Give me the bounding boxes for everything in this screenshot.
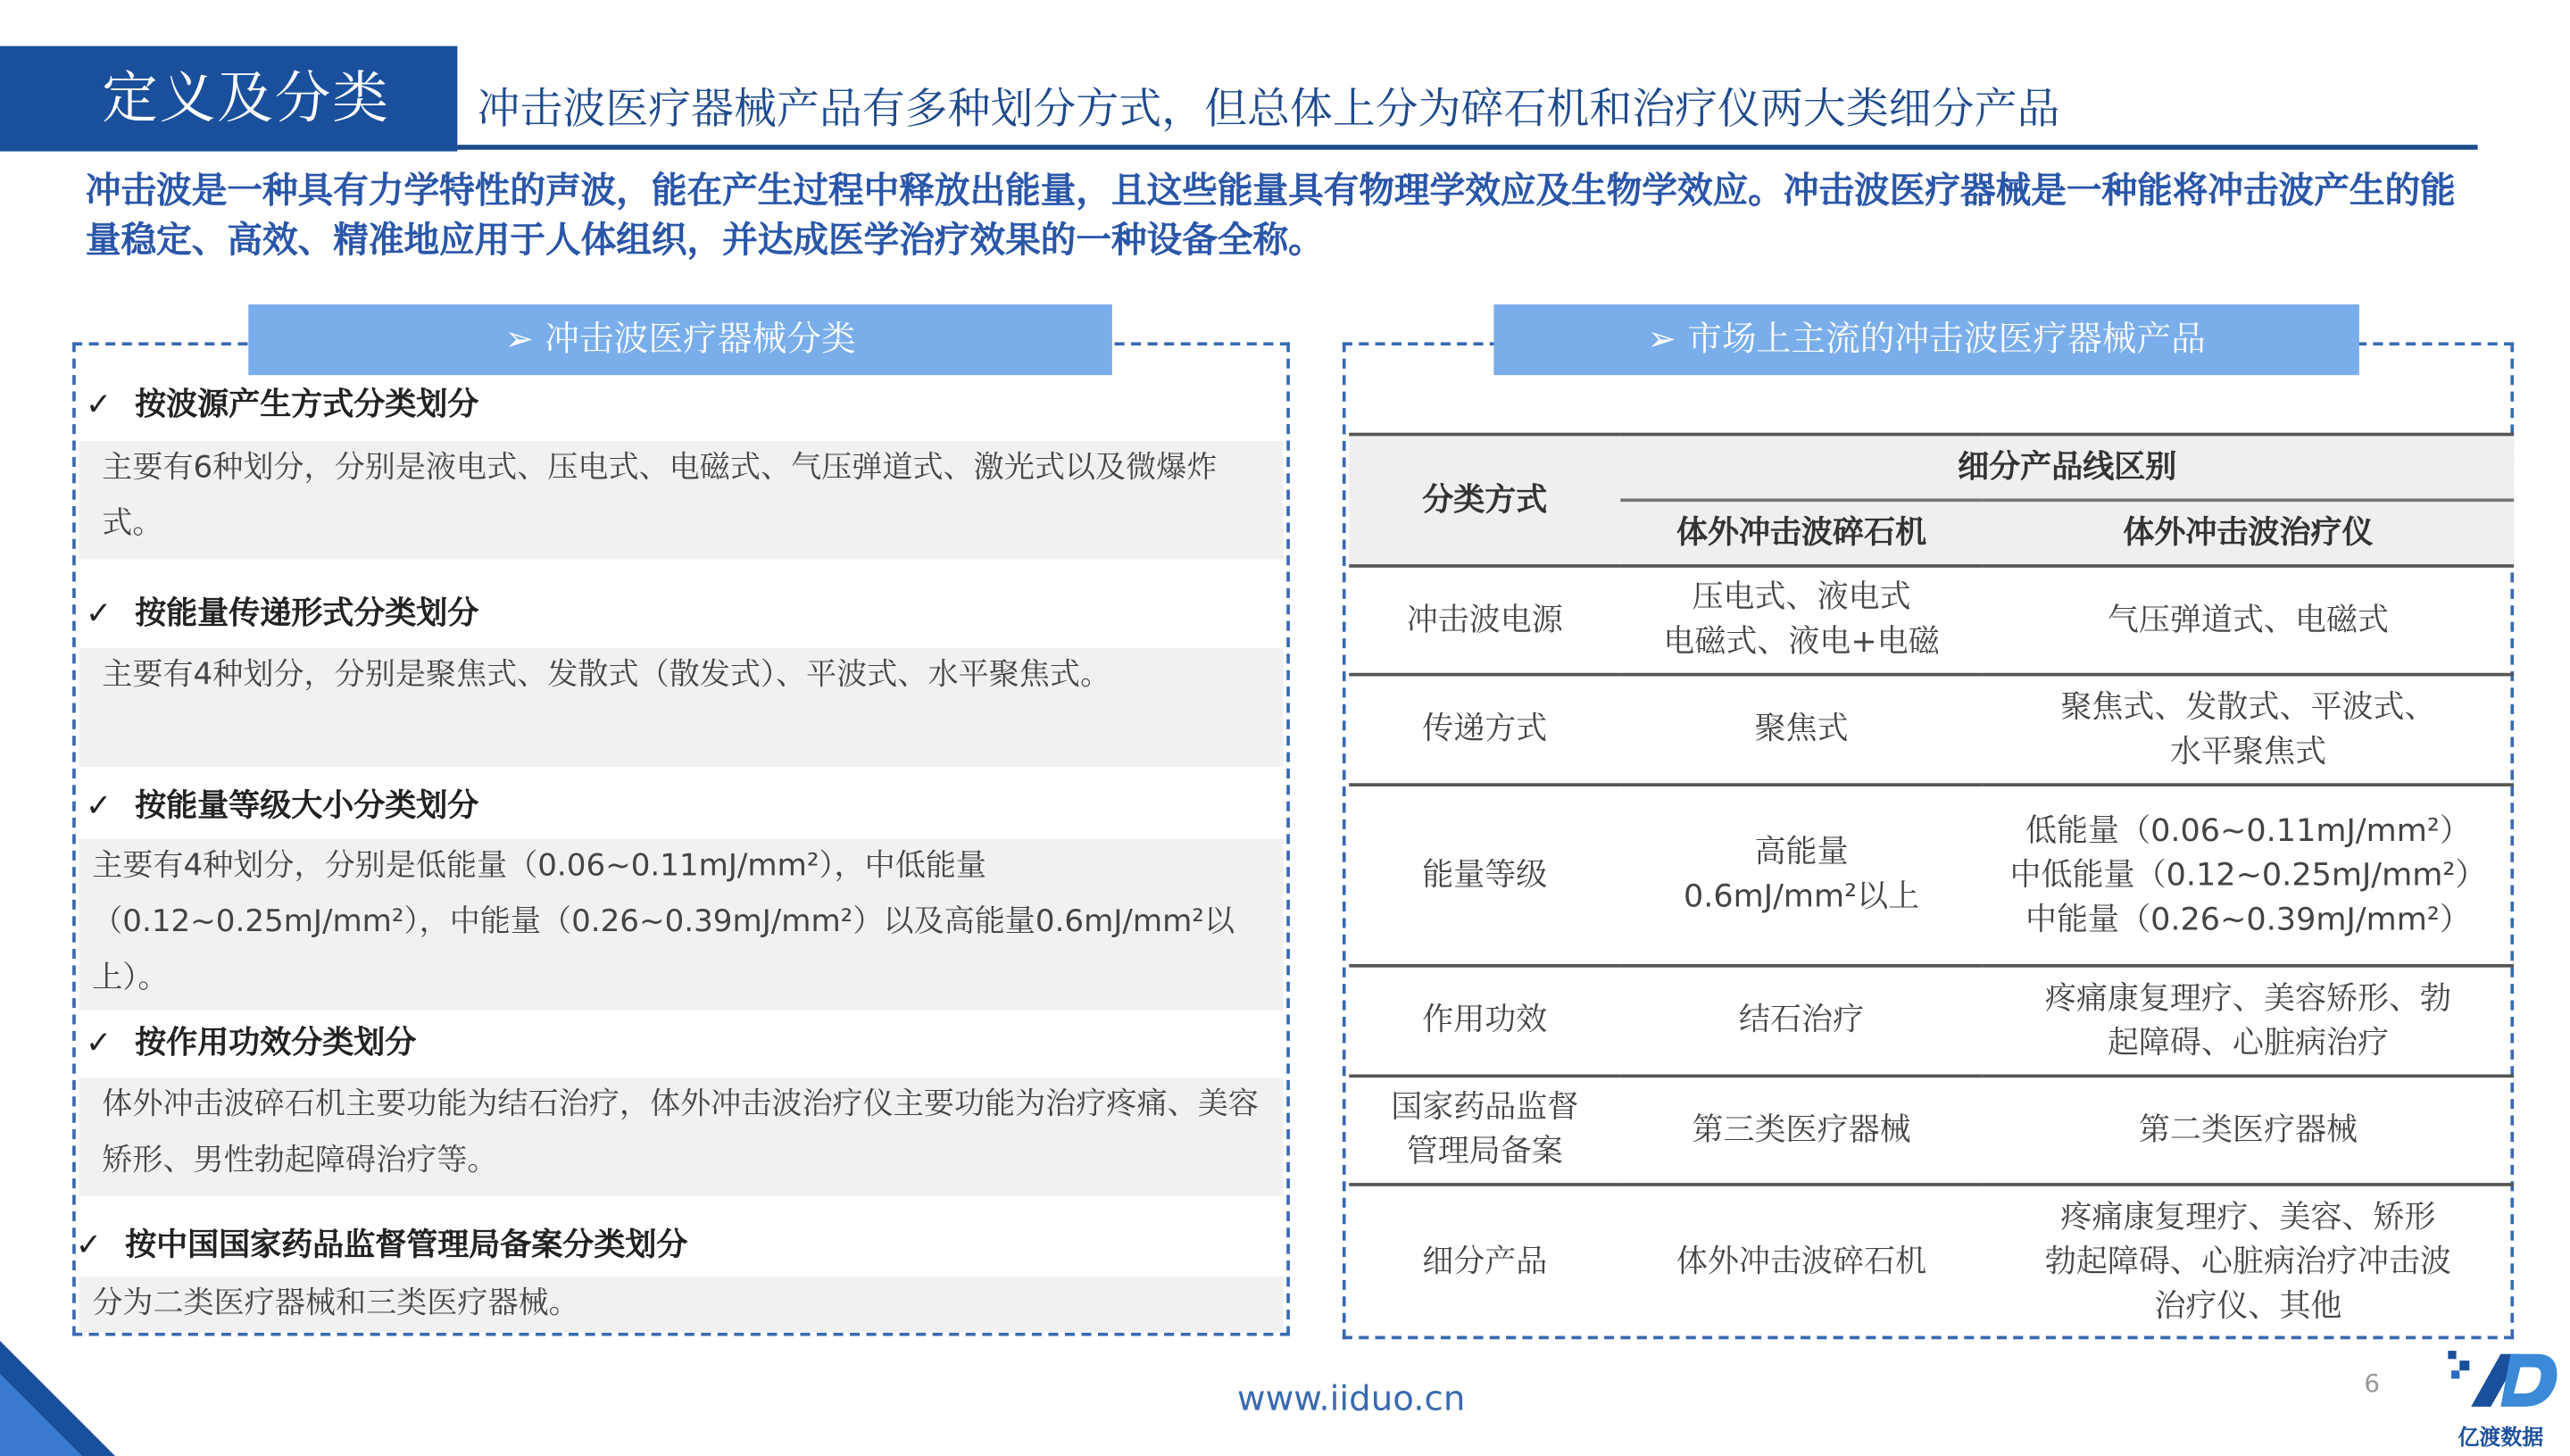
corner-decoration [0,1341,148,1456]
table-cell: 高能量 0.6mJ/mm²以上 [1620,785,1982,966]
table-row [1349,566,2514,675]
page-number: 6 [2364,1369,2380,1399]
section-body: 分为二类医疗器械和三类医疗器械。 [79,1277,1283,1333]
check-icon: ✓ [85,787,112,825]
table-cell: 第三类医疗器械 [1620,1076,1982,1185]
section-heading: ✓ 按中国国家药品监督管理局备案分类划分 [75,1227,688,1264]
table-row [1349,1185,2514,1339]
table-cell: 气压弹道式、电磁式 [1983,566,2514,675]
page-subtitle: 冲击波医疗器械产品有多种划分方式，但总体上分为碎石机和治疗仪两大类细分产品 [477,85,2060,136]
classification-panel-heading: ➢ 冲击波医疗器械分类 [248,304,1112,375]
table-cell: 压电式、液电式 电磁式、液电+电磁 [1620,566,1982,675]
section-heading: ✓ 按波源产生方式分类划分 [85,387,479,423]
row-label: 细分产品 [1349,1185,1620,1339]
section-title: 定义及分类 [0,46,457,152]
table-cell: 第二类医疗器械 [1983,1076,2514,1185]
table-cell: 聚焦式、发散式、平波式、 水平聚焦式 [1983,675,2514,785]
section-body: 主要有4种划分，分别是聚焦式、发散式（散发式）、平波式、水平聚焦式。 [79,648,1283,767]
logo-text: 亿渡数据 [2458,1426,2544,1452]
column-header: 体外冲击波碎石机 [1676,513,1927,551]
table-cell: 疼痛康复理疗、美容矫形、勃 起障碍、心脏病治疗 [1983,966,2514,1076]
company-logo [2435,1341,2566,1452]
footer-url[interactable]: www.iiduo.cn [1236,1378,1466,1419]
group-header: 细分产品线区别 [1620,435,2514,501]
table-cell: 结石治疗 [1620,966,1982,1076]
logo-mark-icon [2435,1341,2566,1413]
section-heading: ✓ 按能量传递形式分类划分 [85,595,479,632]
products-panel-heading: ➢ 市场上主流的冲击波医疗器械产品 [1493,304,2358,375]
section-heading: ✓ 按作用功效分类划分 [85,1025,417,1061]
column-header: 体外冲击波治疗仪 [2123,513,2374,551]
check-icon: ✓ [85,1025,112,1061]
row-label: 作用功效 [1349,966,1620,1076]
title-divider [457,145,2477,150]
table-row [1349,966,2514,1076]
section-body: 主要有6种划分，分别是液电式、压电式、电磁式、气压弹道式、激光式以及微爆炸式。 [79,441,1283,560]
products-table [1349,433,2514,1339]
table-row [1349,785,2514,966]
check-icon: ✓ [85,595,112,632]
section-heading: ✓ 按能量等级大小分类划分 [85,787,479,825]
table-row [1349,1076,2514,1185]
row-label: 国家药品监督 管理局备案 [1349,1076,1620,1185]
table-cell: 聚焦式 [1620,675,1982,785]
intro-paragraph: 冲击波是一种具有力学特性的声波，能在产生过程中释放出能量，且这些能量具有物理学效应及生物学效应。冲击波医疗器械是一种能将冲击波产生的能量稳定、高效、精准地应用于人体组织，并达成医学治疗效果的一种设备全称。 [85,171,2456,262]
table-cell: 体外冲击波碎石机 [1620,1185,1982,1339]
section-body: 体外冲击波碎石机主要功能为结石治疗，体外冲击波治疗仪主要功能为治疗疼痛、美容矫形、男性勃起障碍治疗等。 [79,1077,1283,1196]
check-icon: ✓ [85,387,112,423]
row-label: 能量等级 [1349,785,1620,966]
table-row [1349,675,2514,785]
check-icon: ✓ [75,1227,103,1264]
section-body: 主要有4种划分，分别是低能量（0.06~0.11mJ/mm²），中低能量（0.12~0.25mJ/mm²），中能量（0.26~0.39mJ/mm²）以及高能量0.6mJ/mm²以上）。 [79,839,1283,1011]
table-cell: 疼痛康复理疗、美容、矫形 勃起障碍、心脏病治疗冲击波 治疗仪、其他 [1983,1185,2514,1339]
row-label: 传递方式 [1349,675,1620,785]
row-label: 冲击波电源 [1349,566,1620,675]
column-header: 分类方式 [1349,435,1620,566]
table-cell: 低能量（0.06~0.11mJ/mm²） 中低能量（0.12~0.25mJ/mm²） 中能量（0.26~0.39mJ/mm²） [1983,785,2514,966]
